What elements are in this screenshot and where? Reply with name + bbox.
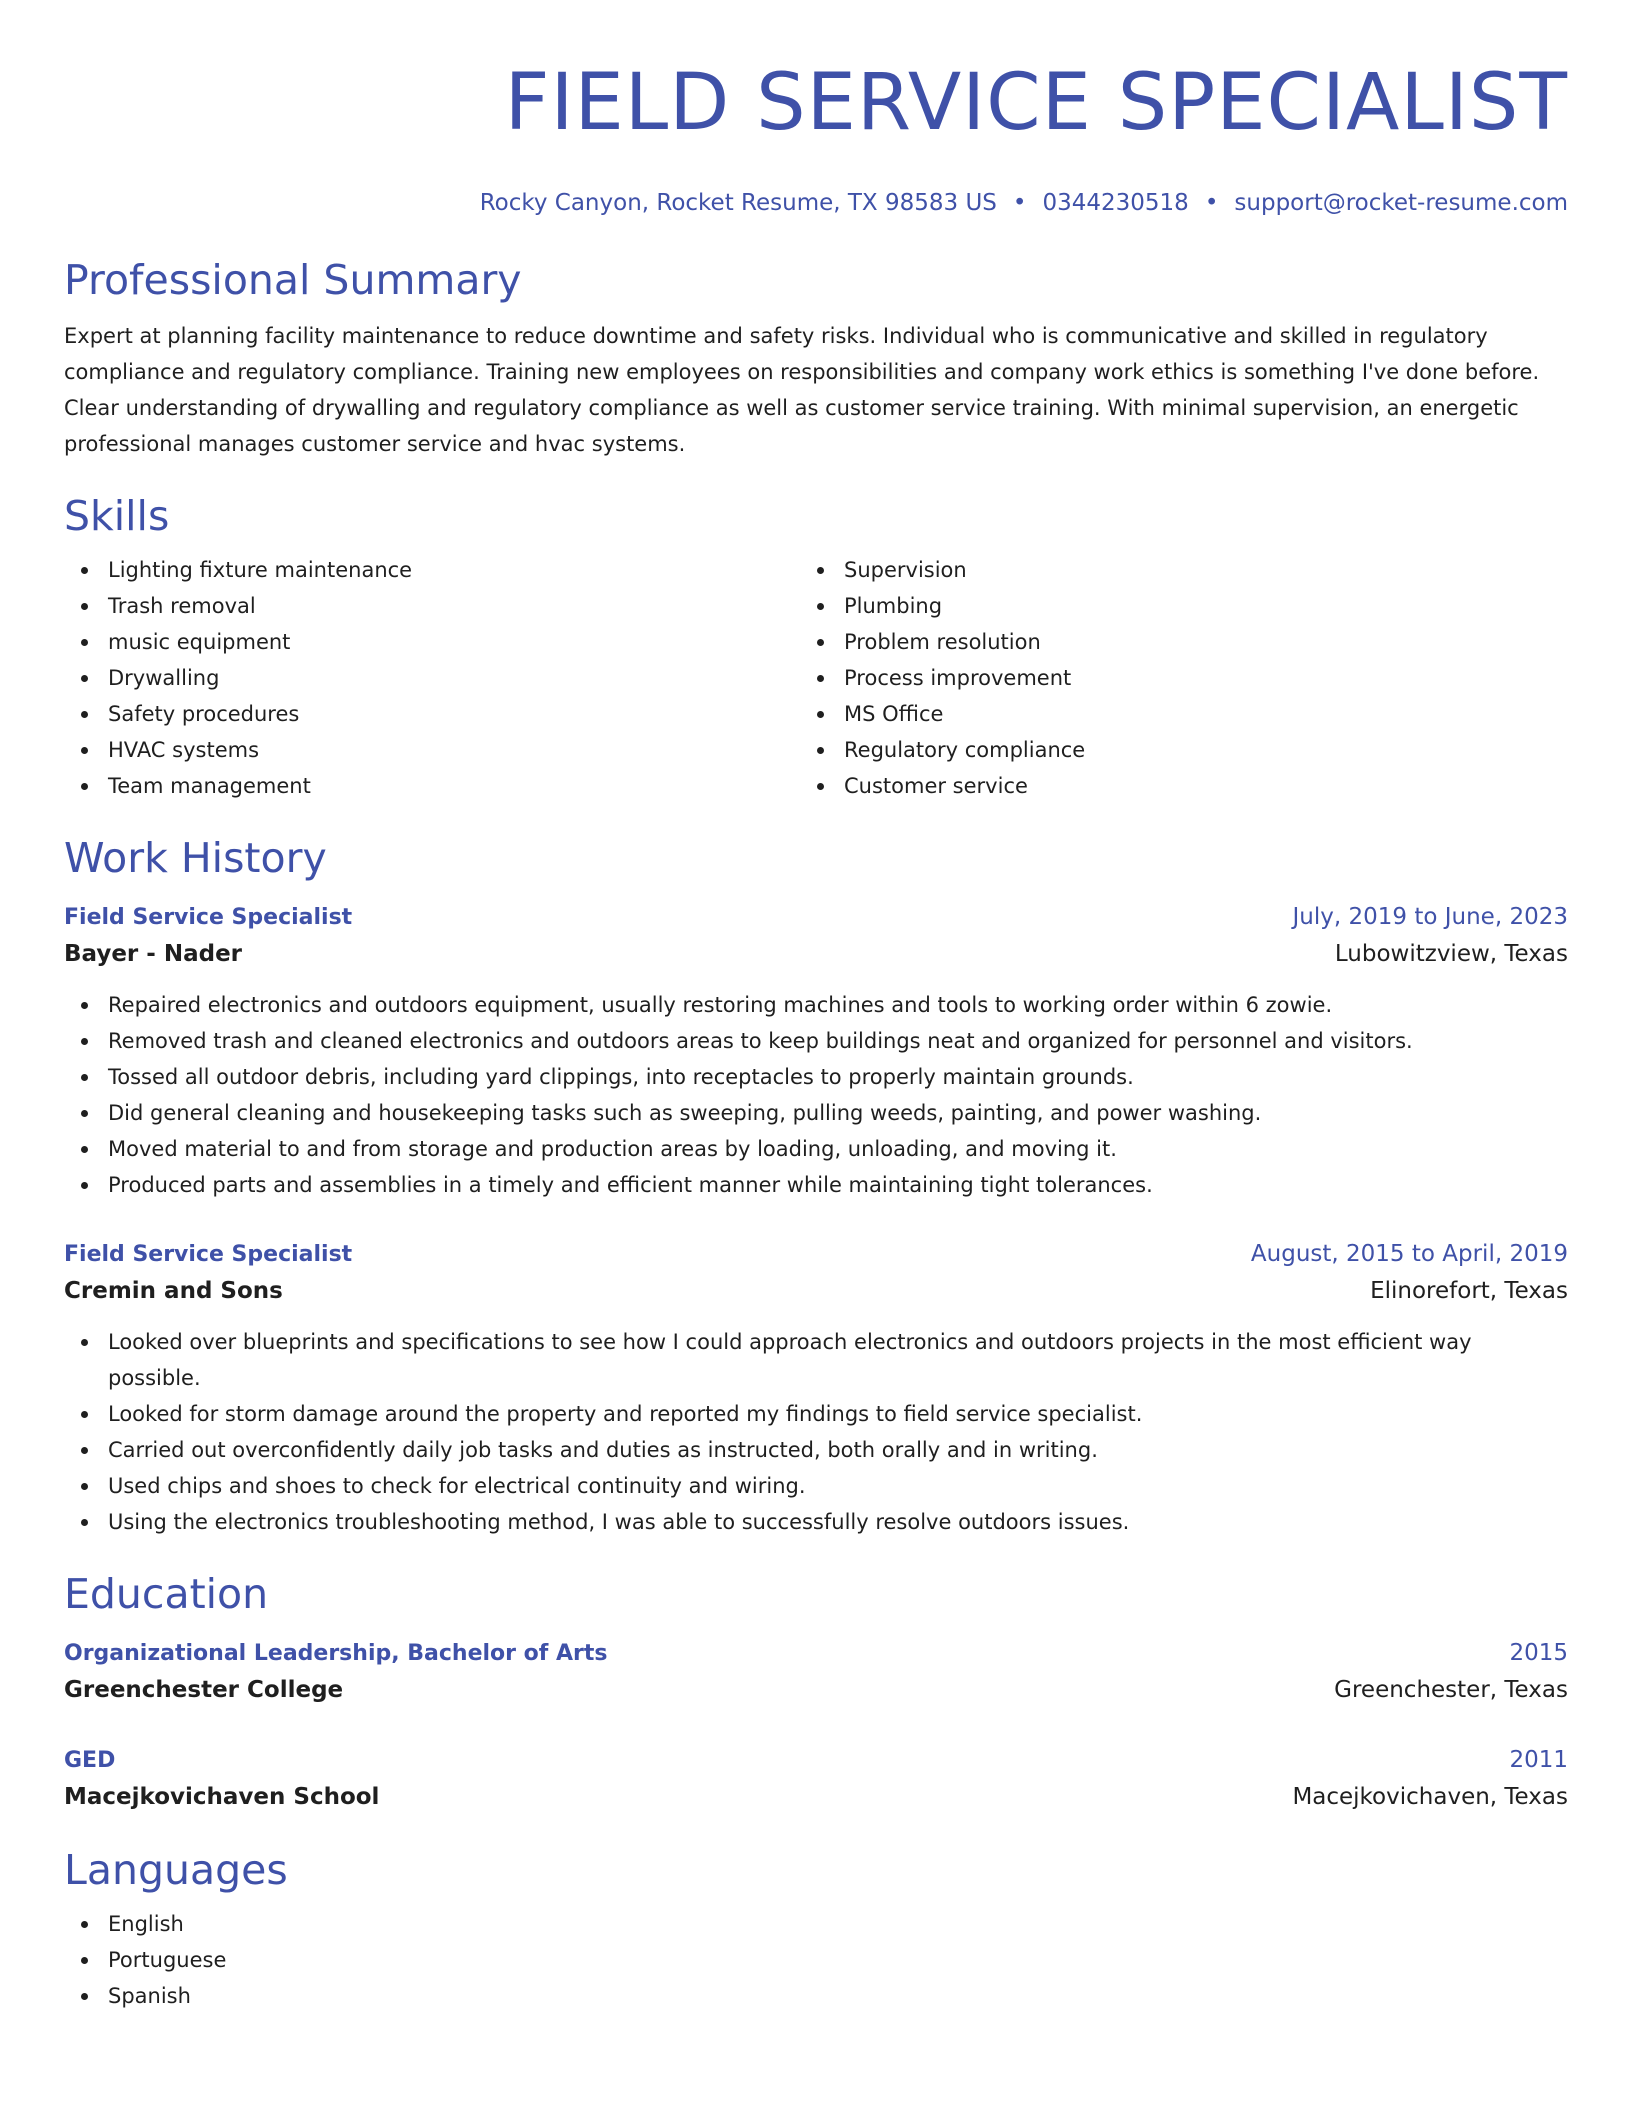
- school-location: Greenchester, Texas: [1334, 1677, 1568, 1703]
- job-bullet: Looked over blueprints and specifications to see how I could approach electronics and outdoors projects in the most efficient way possible.: [64, 1324, 1568, 1396]
- skills-list-right: [800, 552, 1536, 804]
- skill-item: Regulatory compliance: [800, 732, 1536, 768]
- skill-item: Problem resolution: [800, 624, 1536, 660]
- language-item: English: [64, 1906, 1568, 1942]
- contact-email[interactable]: support@rocket-resume.com: [1234, 190, 1568, 216]
- job-title: Field Service Specialist: [64, 1242, 353, 1267]
- skill-item: HVAC systems: [64, 732, 800, 768]
- job-bullet: Carried out overconfidently daily job tasks and duties as instructed, both orally and in writing.: [64, 1432, 1568, 1468]
- languages-section: [64, 1844, 1568, 2014]
- job-bullet: Using the electronics troubleshooting method, I was able to successfully resolve outdoors issues.: [64, 1504, 1568, 1540]
- job-bullet: Used chips and shoes to check for electrical continuity and wiring.: [64, 1468, 1568, 1504]
- degree-title: GED: [64, 1748, 116, 1773]
- school-name: Greenchester College: [64, 1677, 344, 1703]
- skill-item: MS Office: [800, 696, 1536, 732]
- job-entry: [64, 900, 1568, 1203]
- skill-item: Team management: [64, 768, 800, 804]
- job-bullet: Produced parts and assemblies in a timely and efficient manner while maintaining tight tolerances.: [64, 1167, 1568, 1203]
- resume-header: [64, 0, 1568, 218]
- job-bullet: Removed trash and cleaned electronics and outdoors areas to keep buildings neat and organized for personnel and visitors.: [64, 1023, 1568, 1059]
- skill-item: music equipment: [64, 624, 800, 660]
- skill-item: Supervision: [800, 552, 1536, 588]
- job-bullet: Tossed all outdoor debris, including yard clippings, into receptacles to properly maintain grounds.: [64, 1059, 1568, 1095]
- section-title-education: Education: [64, 1570, 269, 1618]
- job-bullet: Looked for storm damage around the property and reported my findings to field service specialist.: [64, 1396, 1568, 1432]
- candidate-name: FIELD SERVICE SPECIALIST: [504, 58, 1568, 148]
- job-title: Field Service Specialist: [64, 905, 353, 930]
- job-company: Cremin and Sons: [64, 1278, 283, 1304]
- education-entry: [64, 1636, 1568, 1709]
- job-company: Bayer - Nader: [64, 941, 243, 967]
- contact-address: Rocky Canyon, Rocket Resume, TX 98583 US: [479, 190, 997, 216]
- summary-section: [64, 254, 1568, 462]
- job-dates: August, 2015 to April, 2019: [1250, 1241, 1568, 1267]
- graduation-year: 2015: [1509, 1640, 1568, 1666]
- skill-item: Drywalling: [64, 660, 800, 696]
- job-dates: July, 2019 to June, 2023: [1292, 904, 1568, 930]
- skills-section: [64, 490, 1568, 804]
- school-location: Macejkovichaven, Texas: [1292, 1784, 1568, 1810]
- education-entry: [64, 1743, 1568, 1816]
- job-entry: [64, 1237, 1568, 1540]
- job-location: Elinorefort, Texas: [1370, 1278, 1568, 1304]
- graduation-year: 2011: [1509, 1747, 1568, 1773]
- skill-item: Process improvement: [800, 660, 1536, 696]
- section-title-summary: Professional Summary: [64, 256, 522, 304]
- job-bullets: [64, 1324, 1568, 1540]
- contact-phone: 0344230518: [1042, 190, 1189, 216]
- work-history-section: [64, 832, 1568, 1540]
- job-bullets: [64, 987, 1568, 1203]
- language-item: Spanish: [64, 1978, 1568, 2014]
- section-title-skills: Skills: [64, 492, 170, 540]
- skill-item: Safety procedures: [64, 696, 800, 732]
- skill-item: Trash removal: [64, 588, 800, 624]
- contact-line: [64, 188, 1568, 218]
- language-item: Portuguese: [64, 1942, 1568, 1978]
- job-bullet: Repaired electronics and outdoors equipment, usually restoring machines and tools to working order within 6 zowie.: [64, 987, 1568, 1023]
- school-name: Macejkovichaven School: [64, 1784, 380, 1810]
- degree-title: Organizational Leadership, Bachelor of Arts: [64, 1641, 608, 1666]
- section-title-languages: Languages: [64, 1846, 288, 1894]
- skills-list-left: [64, 552, 800, 804]
- job-bullet: Did general cleaning and housekeeping tasks such as sweeping, pulling weeds, painting, and power washing.: [64, 1095, 1568, 1131]
- job-bullet: Moved material to and from storage and production areas by loading, unloading, and moving it.: [64, 1131, 1568, 1167]
- section-title-work-history: Work History: [64, 834, 327, 882]
- skill-item: Plumbing: [800, 588, 1536, 624]
- separator-dot: •: [1204, 190, 1219, 216]
- separator-dot: •: [1012, 190, 1027, 216]
- skill-item: Customer service: [800, 768, 1536, 804]
- skills-column-left: [64, 552, 800, 804]
- education-section: [64, 1568, 1568, 1816]
- summary-text: Expert at planning facility maintenance to reduce downtime and safety risks. Individual who is communicative and skilled in regulatory compliance and regulatory compliance. Training new employees on responsibilities and company work ethics is something I've done before. Clear understanding of drywalling and regulatory compliance as well as customer service training. With minimal supervision, an energetic professional manages customer service and hvac systems.: [64, 324, 1540, 456]
- job-location: Lubowitzview, Texas: [1334, 941, 1568, 967]
- skill-item: Lighting fixture maintenance: [64, 552, 800, 588]
- skills-column-right: [800, 552, 1536, 804]
- languages-list: [64, 1906, 1568, 2014]
- skills-grid: [64, 552, 1568, 804]
